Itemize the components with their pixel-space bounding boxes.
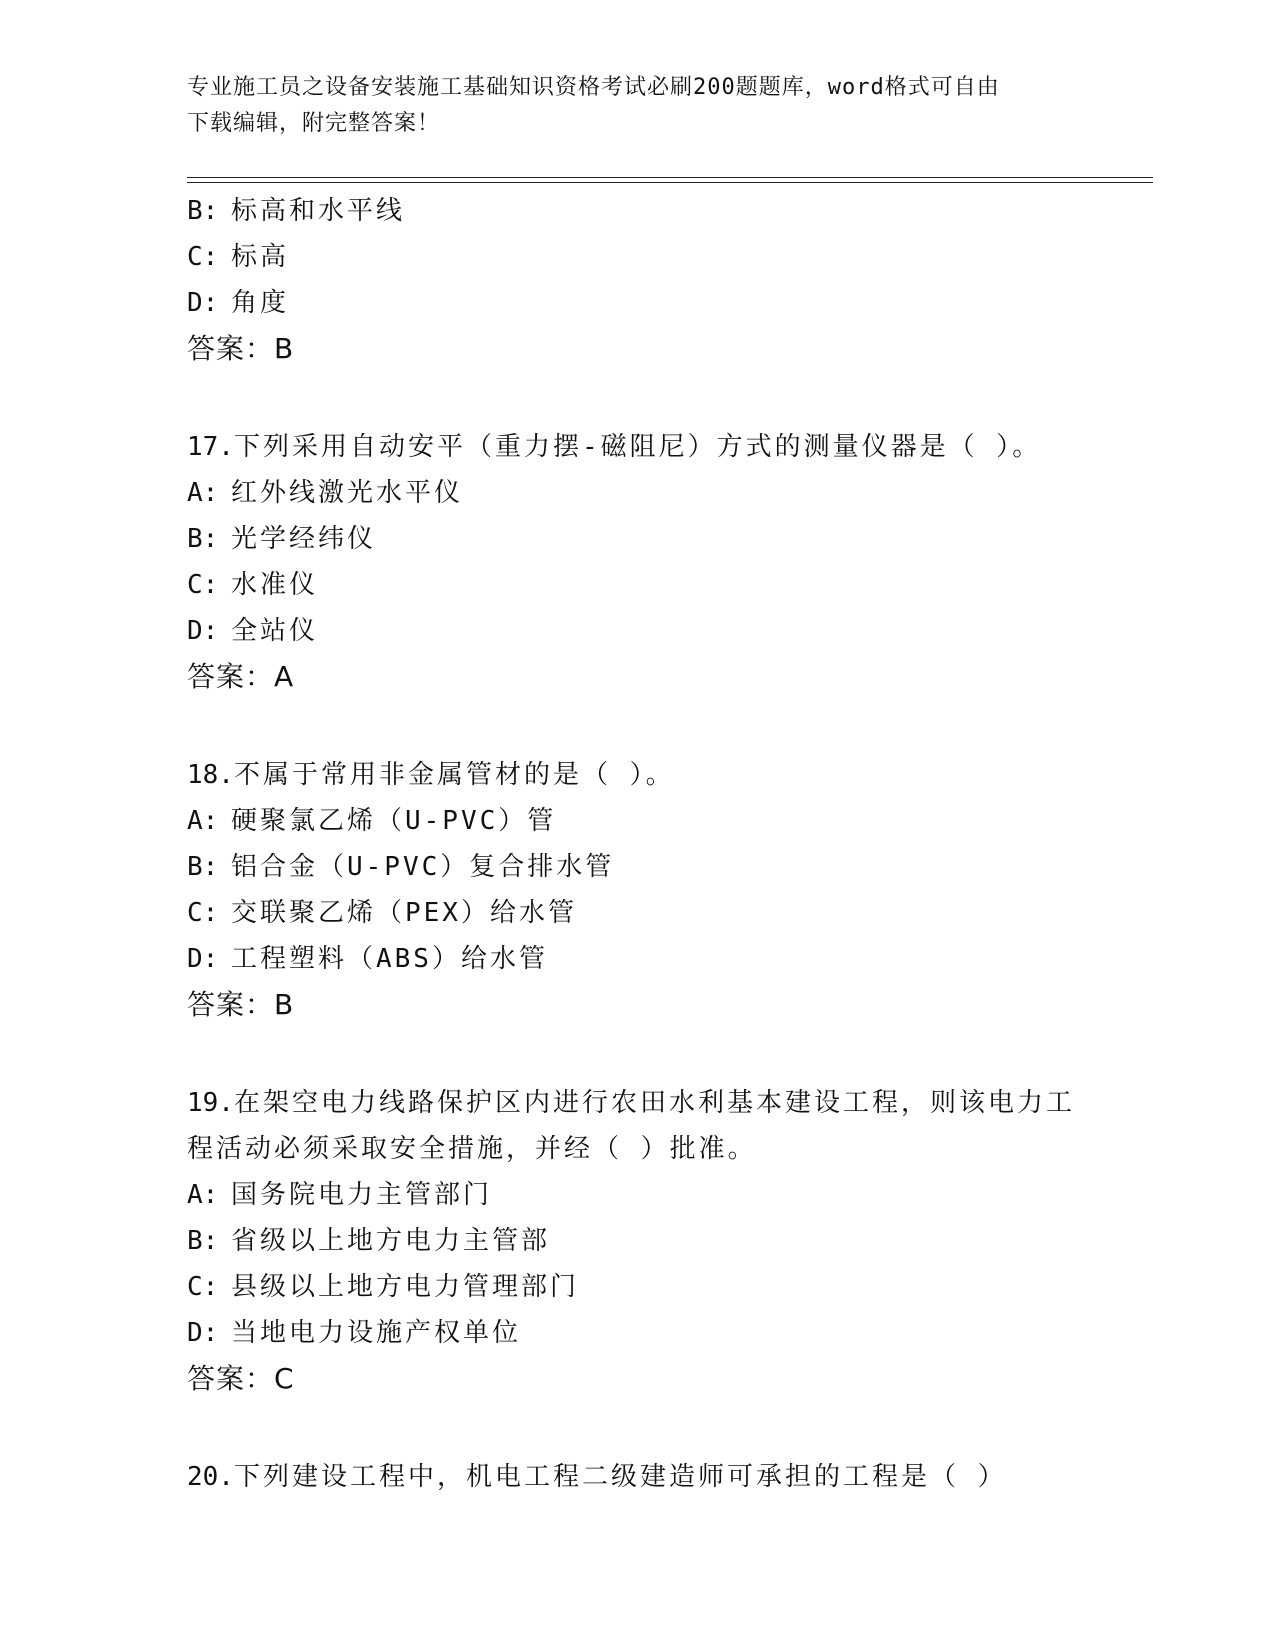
option-key: D: — [187, 944, 219, 974]
question-stem — [187, 1080, 1087, 1126]
document-header — [187, 70, 1087, 142]
question-stem — [187, 424, 1087, 470]
option-key: C: — [187, 1272, 219, 1302]
option-key: D: — [187, 616, 219, 646]
spacer — [187, 1028, 1087, 1080]
question-list — [187, 188, 1087, 1500]
option-text: 红外线激光水平仪 — [231, 478, 464, 508]
question-number: 20. — [187, 1462, 234, 1492]
option-key: A: — [187, 1180, 219, 1210]
option-key: D: — [187, 288, 219, 318]
option-text: 角度 — [231, 288, 290, 318]
option-key: A: — [187, 478, 219, 508]
option-text: 铝合金（U-PVC）复合排水管 — [231, 852, 615, 882]
option-text: 县级以上地方电力管理部门 — [231, 1272, 580, 1302]
option-text: 国务院电力主管部门 — [231, 1180, 493, 1210]
option-text: 全站仪 — [231, 616, 319, 646]
option-text: 光学经纬仪 — [231, 524, 377, 554]
option-text: 当地电力设施产权单位 — [231, 1318, 522, 1348]
option-d — [187, 1310, 1087, 1356]
option-key: A: — [187, 806, 219, 836]
option-text: 硬聚氯乙烯（U-PVC）管 — [231, 806, 557, 836]
spacer — [187, 1402, 1087, 1454]
option-c — [187, 890, 1087, 936]
option-key: D: — [187, 1318, 219, 1348]
question-text: 下列建设工程中，机电工程二级建造师可承担的工程是（ ） — [233, 1462, 1007, 1492]
question-16-block — [187, 188, 1087, 372]
option-c — [187, 562, 1087, 608]
option-text: 水准仪 — [231, 570, 319, 600]
option-b — [187, 844, 1087, 890]
question-stem-continued: 程活动必须采取安全措施，并经（ ）批准。 — [187, 1134, 757, 1164]
option-b — [187, 1218, 1087, 1264]
spacer — [187, 700, 1087, 752]
question-text: 在架空电力线路保护区内进行农田水利基本建设工程，则该电力工 — [233, 1088, 1075, 1118]
option-key: B: — [187, 1226, 219, 1256]
question-number: 19. — [187, 1088, 234, 1118]
header-title-line-1: 专业施工员之设备安装施工基础知识资格考试必刷200题题库，word格式可自由 — [187, 75, 1000, 100]
spacer — [187, 372, 1087, 424]
option-text: 标高和水平线 — [231, 196, 406, 226]
option-d — [187, 608, 1087, 654]
header-divider-top — [187, 177, 1153, 178]
option-b — [187, 188, 1087, 234]
option-key: C: — [187, 570, 219, 600]
header-title-line-2: 下载编辑，附完整答案！ — [187, 111, 441, 136]
option-key: C: — [187, 242, 219, 272]
question-text: 下列采用自动安平（重力摆-磁阻尼）方式的测量仪器是（ ）。 — [233, 432, 1042, 462]
option-key: B: — [187, 524, 219, 554]
option-text: 标高 — [231, 242, 290, 272]
option-text: 工程塑料（ABS）给水管 — [231, 944, 548, 974]
option-c — [187, 1264, 1087, 1310]
option-key: B: — [187, 852, 219, 882]
option-a — [187, 1172, 1087, 1218]
question-17-block — [187, 424, 1087, 700]
header-divider-bottom — [187, 182, 1153, 183]
option-text: 交联聚乙烯（PEX）给水管 — [231, 898, 577, 928]
answer-line: 答案：C — [187, 1362, 295, 1395]
question-text: 不属于常用非金属管材的是（ ）。 — [233, 760, 675, 790]
option-a — [187, 470, 1087, 516]
question-number: 18. — [187, 760, 234, 790]
option-text: 省级以上地方电力主管部 — [231, 1226, 551, 1256]
option-b — [187, 516, 1087, 562]
question-stem — [187, 752, 1087, 798]
option-key: B: — [187, 196, 219, 226]
question-stem — [187, 1454, 1087, 1500]
question-number: 17. — [187, 432, 234, 462]
answer-line: 答案：B — [187, 332, 295, 365]
option-c — [187, 234, 1087, 280]
answer-line: 答案：A — [187, 660, 295, 693]
answer-line: 答案：B — [187, 988, 295, 1021]
option-a — [187, 798, 1087, 844]
option-d — [187, 936, 1087, 982]
option-d — [187, 280, 1087, 326]
option-key: C: — [187, 898, 219, 928]
question-19-block — [187, 1080, 1087, 1402]
question-20-block — [187, 1454, 1087, 1500]
question-18-block — [187, 752, 1087, 1028]
